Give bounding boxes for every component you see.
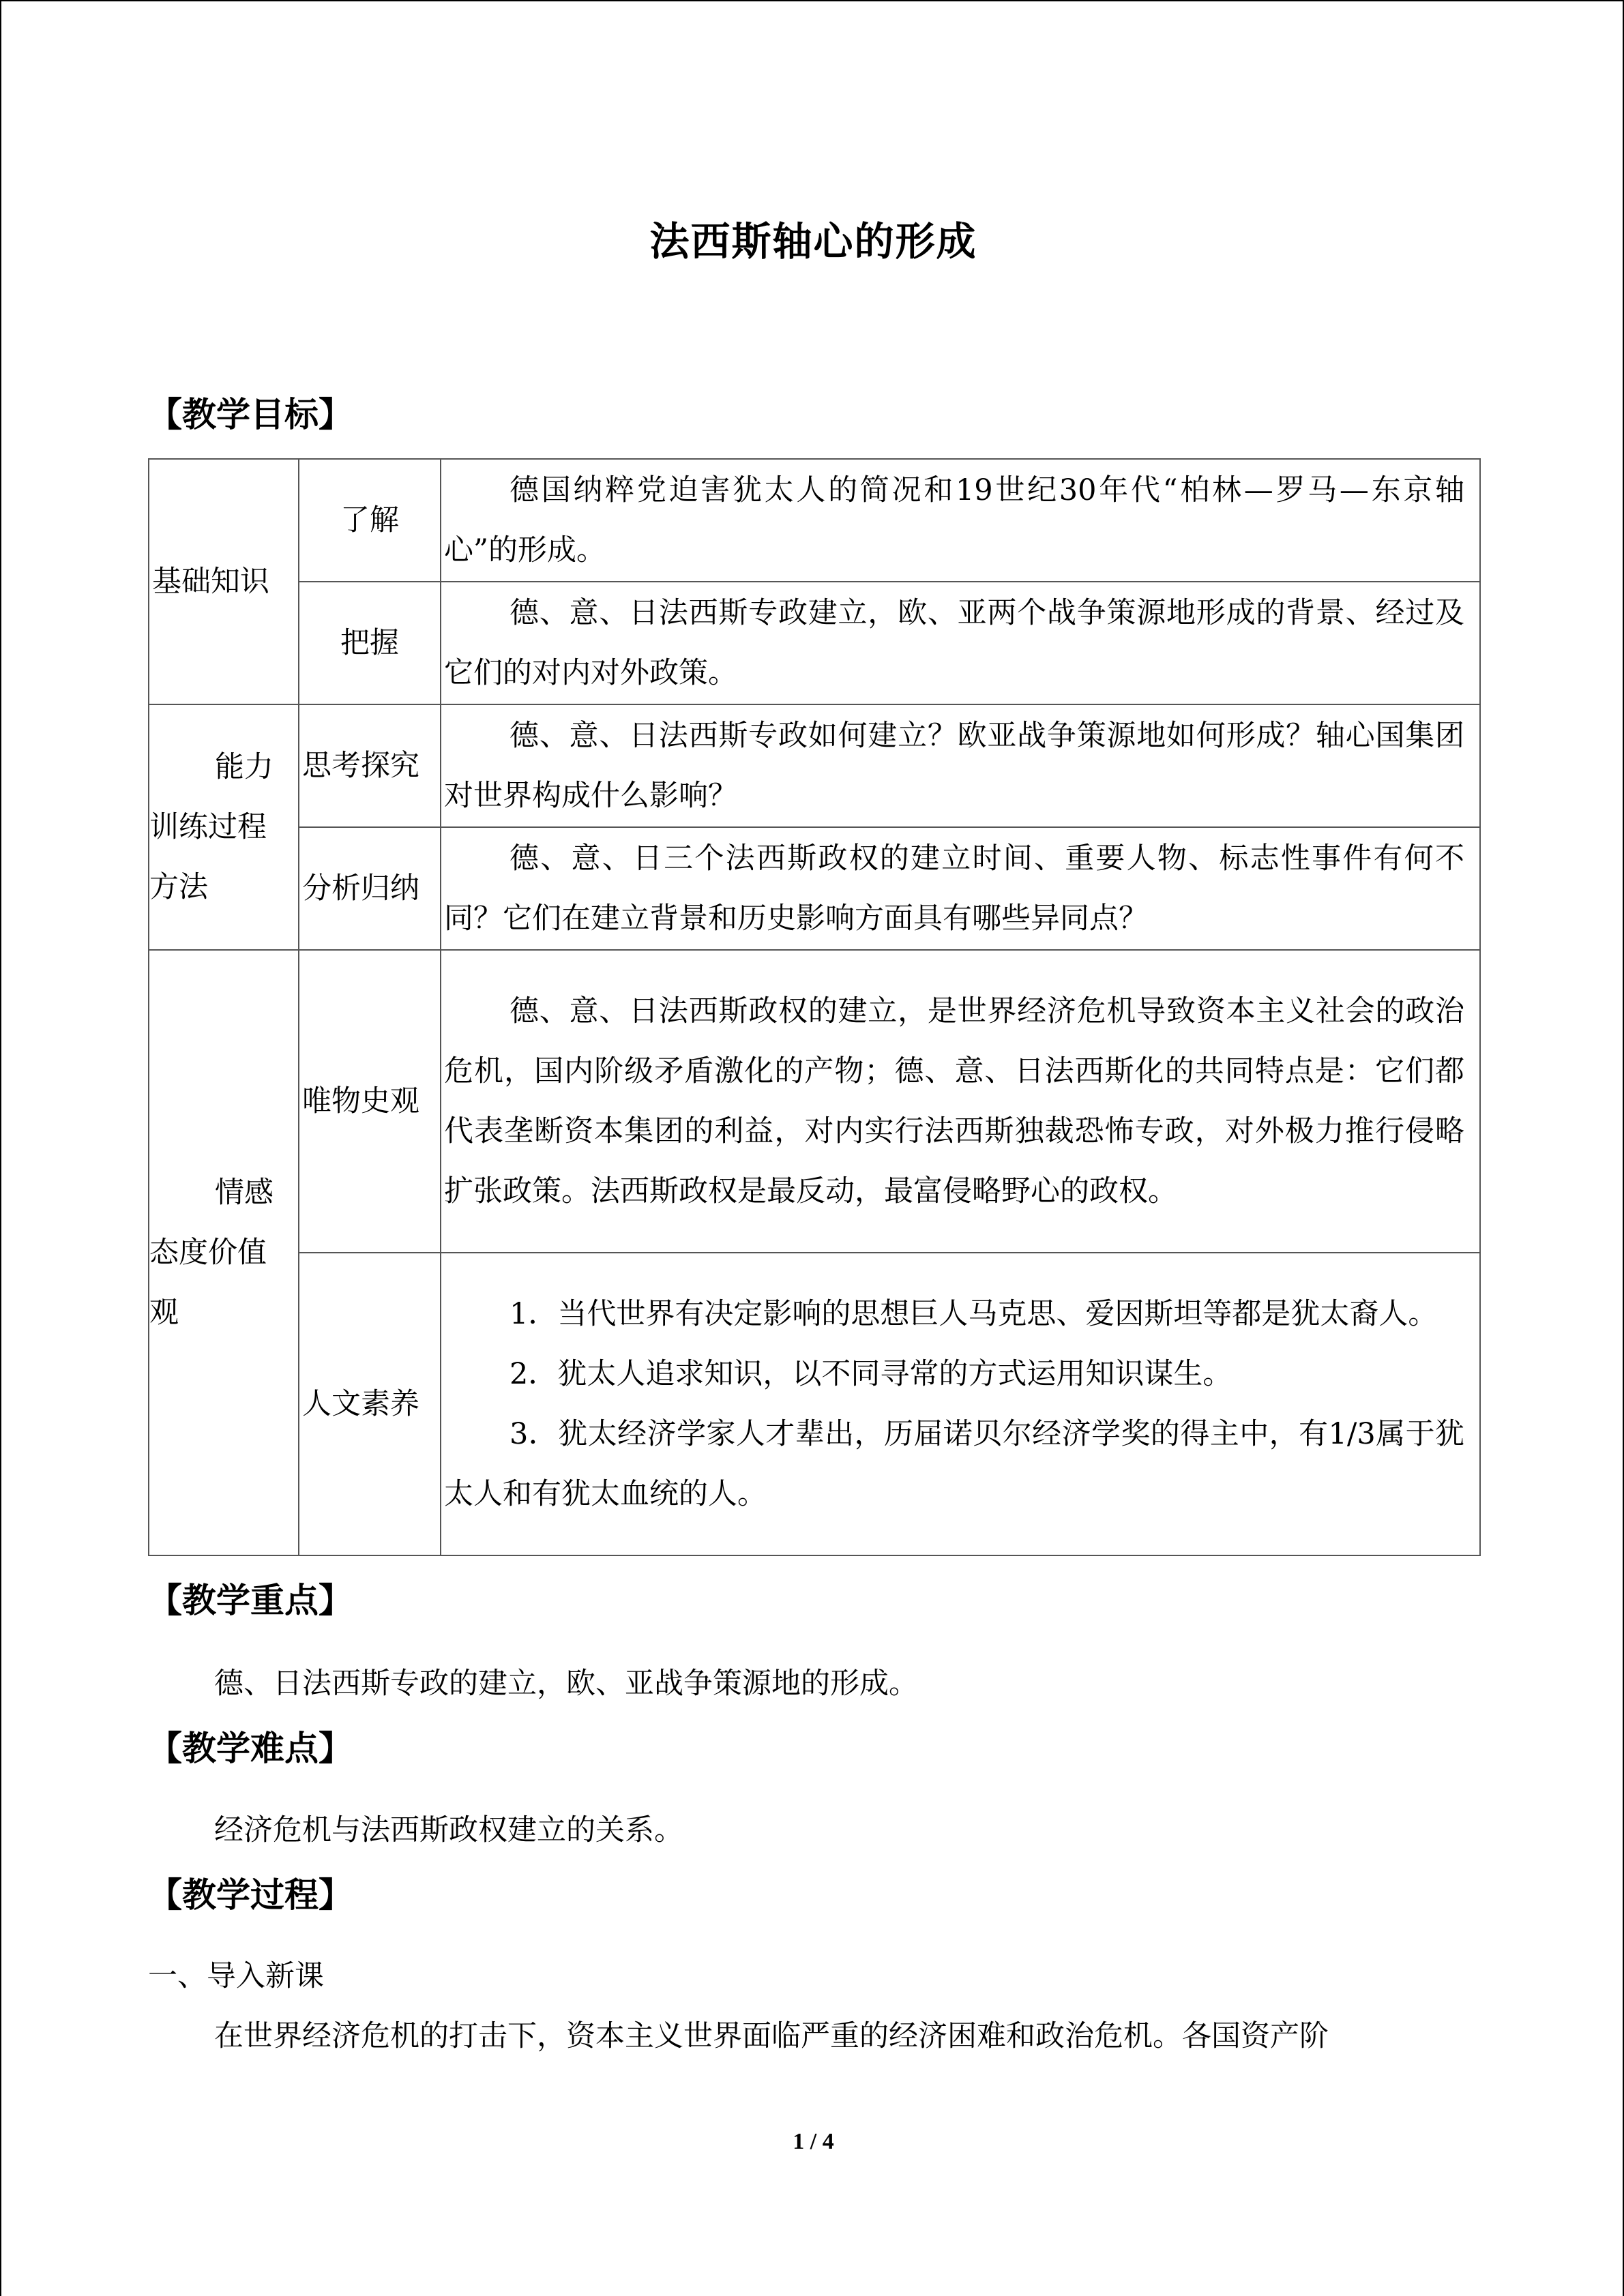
teaching-goals-table	[148, 458, 1481, 1556]
teaching-focus-heading: 【教学重点】	[148, 1581, 353, 1620]
table-cell: 德、意、日法西斯专政如何建立？欧亚战争策源地如何形成？轴心国集团对世界构成什么影响？	[441, 704, 1480, 827]
row-label-grasp: 把握	[299, 582, 441, 704]
teaching-goals-heading: 【教学目标】	[148, 395, 353, 434]
category-ability-training: 能力 训练过程 方法	[149, 704, 299, 950]
row-label-historical-materialism: 唯物史观	[299, 950, 441, 1253]
process-subheading: 一、导入新课	[148, 1959, 324, 1993]
row-label-think-explore: 思考探究	[299, 704, 441, 827]
row-label-analyze-summarize: 分析归纳	[299, 827, 441, 950]
table-cell: 德、意、日三个法西斯政权的建立时间、重要人物、标志性事件有何不同？它们在建立背景和历史影响方面具有哪些异同点？	[441, 827, 1480, 950]
table-row	[149, 827, 1480, 950]
table-cell: 德、意、日法西斯政权的建立，是世界经济危机导致资本主义社会的政治危机，国内阶级矛盾激化的产物；德、意、日法西斯化的共同特点是：它们都代表垄断资本集团的利益，对内实行法西斯独裁恐怖专政，对外极力推行侵略扩张政策。法西斯政权是最反动，最富侵略野心的政权。	[441, 950, 1480, 1253]
teaching-focus-text: 德、日法西斯专政的建立，欧、亚战争策源地的形成。	[214, 1667, 918, 1701]
teaching-process-heading: 【教学过程】	[148, 1875, 353, 1915]
row-label-understand: 了解	[299, 459, 441, 582]
table-cell: 德国纳粹党迫害犹太人的简况和19世纪30年代“柏林—罗马—东京轴心”的形成。	[441, 459, 1480, 582]
table-row	[149, 459, 1480, 582]
list-item: 1．当代世界有决定影响的思想巨人马克思、爱因斯坦等都是犹太裔人。	[510, 1297, 1438, 1331]
page-title: 法西斯轴心的形成	[649, 218, 977, 265]
table-row	[149, 582, 1480, 704]
category-emotion-attitude-values: 情感 态度价值 观	[149, 950, 299, 1555]
table-row	[149, 704, 1480, 827]
category-basic-knowledge: 基础知识	[149, 459, 299, 704]
table-cell: 德、意、日法西斯专政建立，欧、亚两个战争策源地形成的背景、经过及它们的对内对外政策。	[441, 582, 1480, 704]
teaching-difficulty-heading: 【教学难点】	[148, 1729, 353, 1768]
table-row	[149, 1253, 1480, 1555]
list-item: 2．犹太人追求知识，以不同寻常的方式运用知识谋生。	[510, 1357, 1232, 1391]
table-row	[149, 950, 1480, 1253]
teaching-difficulty-text: 经济危机与法西斯政权建立的关系。	[214, 1813, 683, 1847]
page-number: 1 / 4	[793, 2129, 834, 2154]
row-label-humanities: 人文素养	[299, 1253, 441, 1555]
process-text: 在世界经济危机的打击下，资本主义世界面临严重的经济困难和政治危机。各国资产阶	[214, 2019, 1329, 2053]
table-cell	[441, 1253, 1480, 1555]
list-item: 3．犹太经济学家人才辈出，历届诺贝尔经济学奖的得主中，有1/3属于犹太人和有犹太血统的人。	[444, 1417, 1464, 1511]
